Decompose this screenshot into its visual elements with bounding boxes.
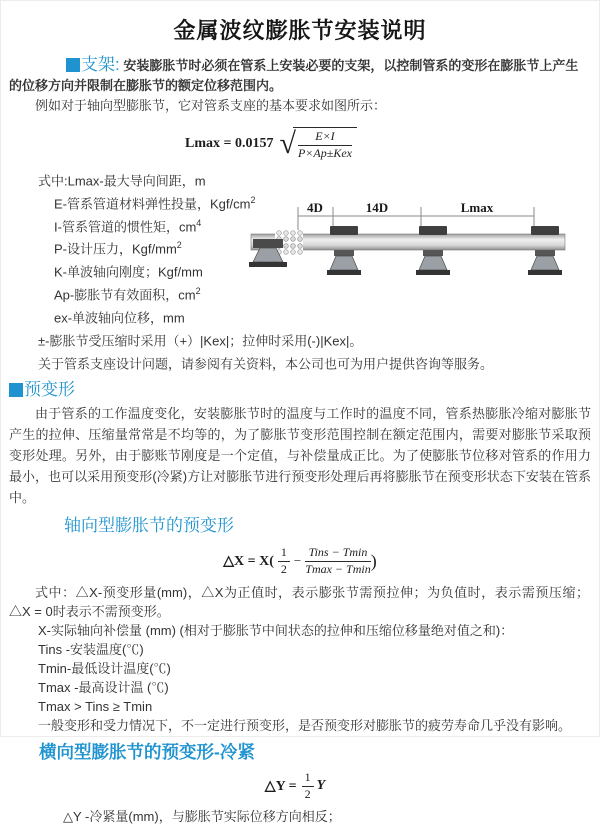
definition-line: K-单波轴向刚度；Kgf/mm (54, 264, 203, 280)
page-title: 金属波纹膨胀节安装说明 (173, 18, 427, 43)
guide-support-icon (327, 226, 361, 275)
symbol-definitions (9, 168, 591, 373)
guide-spacing-formula (9, 125, 591, 163)
guide-support-icon (416, 226, 450, 275)
guide-support-icon (528, 226, 562, 275)
formula3-lhs: △Y = (264, 778, 297, 794)
axial-notes (9, 583, 591, 735)
dim-label-4d: 4D (307, 200, 323, 215)
formula2-close-paren: ) (370, 550, 377, 571)
definition-line: I-管系管道的惯性矩，$cm^4$ (54, 217, 202, 234)
lateral-predeform-formula (9, 771, 591, 801)
support-example-line: 例如对于轴向型膨胀节，它对管系支座的基本要求如图所示： (35, 98, 387, 113)
axial-subheading: 轴向型膨胀节的预变形 (64, 516, 234, 536)
note-line: Tmax -最高设计温 (℃) (38, 680, 169, 696)
definition-line: P-设计压力，Kgf/$mm^2$ (54, 240, 182, 257)
predeform-paragraph: 由于管系的工作温度变化，安装膨胀节时的温度与工作时的温度不同，管系热膨胀冷缩对膨胀节产生的拉伸、压缩量常常是不均等的，为了膨胀节变形范围控制在额定范围内，需要对膨胀节采取预变形处理。另外，由于膨账节刚度是一个定值，与补偿量成正比。为了使膨胀节位移对管系的作用力最小，也可以采用预变形(冷紧)方让对膨胀节进行预变形处理后再将膨胀节在预变形状态下安装在管系中。 (9, 406, 591, 506)
section-square-icon (66, 58, 80, 72)
definition-line: Ap-膨胀节有效面积，$cm^2$ (54, 286, 201, 303)
pipe-support-diagram (249, 196, 605, 296)
formula2-half-fraction: $\frac{1}{2}$ (278, 546, 290, 577)
note-line: 一般变形和受力情况下，不一定进行预变形，是否预变形对膨胀节的疲劳寿命几乎没有影响。 (38, 718, 572, 734)
formula3-half-fraction: $\frac{1}{2}$ (302, 771, 314, 802)
definition-line: 式中:Lmax-最大导向间距，m (38, 173, 206, 189)
note-line: Tmin-最低设计温度(℃) (38, 661, 171, 677)
consulting-note-line: 关于管系支座设计问题，请参阅有关资料，本公司也可为用户提供咨询等服务。 (38, 355, 494, 371)
definition-line: E-管系管道材料弹性投量，Kgf/$cm^2$ (54, 194, 256, 212)
section-square-icon (9, 383, 23, 397)
support-intro-text: 安装膨胀节时必须在管系上安装必要的支架，以控制管系的变形在膨胀节上产生的位移方向并限制在膨胀节的额定位移范围内。 (9, 58, 579, 93)
minus-sign: − (293, 553, 302, 569)
formula1-denominator: P×Ap±Kex (297, 146, 352, 160)
axial-predeform-formula (9, 543, 591, 579)
support-paragraph (9, 55, 591, 96)
radicand (293, 127, 357, 161)
support-heading (66, 55, 120, 74)
formula1-numerator: E×I (298, 130, 352, 146)
note-line: Tmax > Tins ≥ Tmin (38, 699, 153, 715)
definition-line: ex-单波轴向位移，mm (54, 310, 185, 326)
formula1-fraction (298, 130, 352, 161)
note-line: X-实际轴向补偿量 (mm) (相对于膨胀节中间状态的拉伸和压缩位移量绝对值之和)： (38, 623, 514, 639)
formula2-lhs: △X = X( (223, 553, 274, 569)
note-line: Tins -安装温度(℃) (38, 642, 144, 658)
predeform-heading (9, 375, 591, 400)
lateral-note: △Y -冷紧量(mm)，与膨胀节实际位移方向相反； (63, 809, 341, 825)
formula1-lhs: Lmax = 0.0157 (185, 136, 274, 151)
note-line: 式中：△X-预变形量(mm)，△X为正值时，表示膨张节需预拉伸；为负值时，表示需预压缩；△X = 0时表示不需预变形。 (9, 585, 589, 620)
dim-label-lmax: Lmax (460, 200, 494, 215)
formula2-temp-fraction: $\frac{\text{Tins − Tmin}}{Tmax - Tmin}$ (305, 545, 371, 576)
formula3-rhs: Y (316, 778, 326, 794)
definition-line: ±-膨胀节受压缩时采用（+）|Kex|；拉伸时采用(-)|Kex|。 (38, 333, 363, 349)
sqrt-icon: √ (279, 127, 296, 160)
support-heading-label: 支架: (81, 55, 120, 74)
lateral-subheading: 横向型膨胀节的预变形-冷紧 (39, 742, 255, 763)
dim-label-14d: 14D (365, 200, 389, 215)
sqrt-expression (280, 127, 357, 161)
predeform-heading-label: 预变形 (24, 380, 75, 400)
